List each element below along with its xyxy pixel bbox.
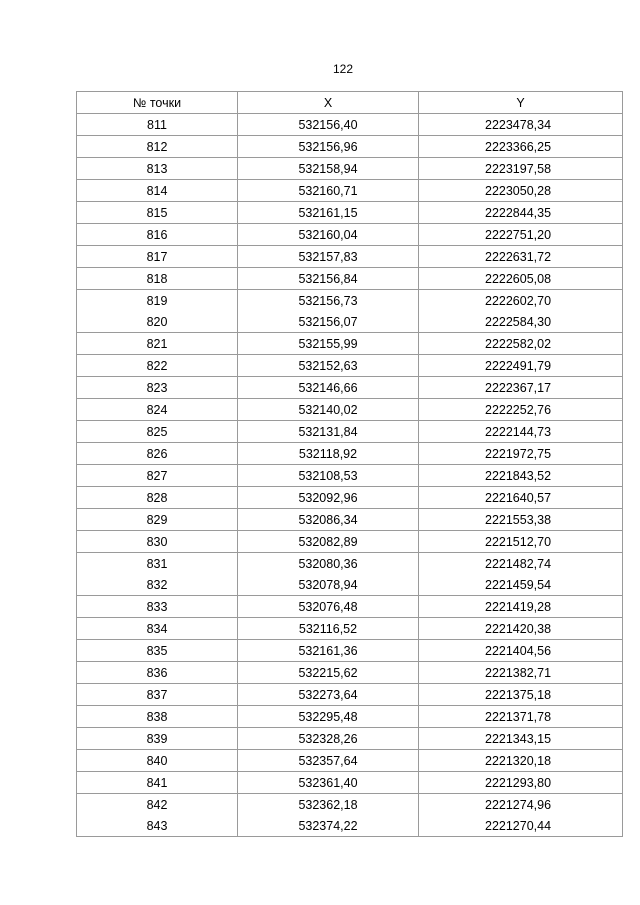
x-coordinate-cell: 532328,26 — [238, 728, 419, 750]
x-coordinate-cell: 532080,36 — [238, 553, 419, 575]
y-coordinate-cell: 2223478,34 — [419, 114, 623, 136]
table-row — [77, 136, 623, 158]
table-row — [77, 531, 623, 553]
x-coordinate-cell: 532160,71 — [238, 180, 419, 202]
table-row — [77, 509, 623, 531]
point-number-cell: 816 — [77, 224, 238, 246]
coordinates-table — [76, 91, 623, 837]
y-coordinate-cell: 2221270,44 — [419, 815, 623, 837]
column-header-x: X — [238, 92, 419, 114]
point-number-cell: 813 — [77, 158, 238, 180]
x-coordinate-cell: 532140,02 — [238, 399, 419, 421]
table-row — [77, 355, 623, 377]
table-header-row — [77, 92, 623, 114]
table-row — [77, 333, 623, 355]
table-row — [77, 465, 623, 487]
table-row — [77, 728, 623, 750]
y-coordinate-cell: 2223050,28 — [419, 180, 623, 202]
x-coordinate-cell: 532157,83 — [238, 246, 419, 268]
point-number-cell: 842 — [77, 794, 238, 816]
point-number-cell: 821 — [77, 333, 238, 355]
x-coordinate-cell: 532357,64 — [238, 750, 419, 772]
y-coordinate-cell: 2221420,38 — [419, 618, 623, 640]
y-coordinate-cell: 2222491,79 — [419, 355, 623, 377]
point-number-cell: 830 — [77, 531, 238, 553]
x-coordinate-cell: 532086,34 — [238, 509, 419, 531]
x-coordinate-cell: 532273,64 — [238, 684, 419, 706]
point-number-cell: 818 — [77, 268, 238, 290]
x-coordinate-cell: 532160,04 — [238, 224, 419, 246]
point-number-cell: 837 — [77, 684, 238, 706]
y-coordinate-cell: 2221419,28 — [419, 596, 623, 618]
y-coordinate-cell: 2222367,17 — [419, 377, 623, 399]
x-coordinate-cell: 532118,92 — [238, 443, 419, 465]
y-coordinate-cell: 2221972,75 — [419, 443, 623, 465]
column-header-y: Y — [419, 92, 623, 114]
y-coordinate-cell: 2221375,18 — [419, 684, 623, 706]
y-coordinate-cell: 2221371,78 — [419, 706, 623, 728]
y-coordinate-cell: 2221293,80 — [419, 772, 623, 794]
table-row — [77, 311, 623, 333]
point-number-cell: 812 — [77, 136, 238, 158]
point-number-cell: 825 — [77, 421, 238, 443]
x-coordinate-cell: 532092,96 — [238, 487, 419, 509]
x-coordinate-cell: 532374,22 — [238, 815, 419, 837]
page-number: 122 — [332, 62, 354, 76]
point-number-cell: 814 — [77, 180, 238, 202]
point-number-cell: 826 — [77, 443, 238, 465]
table-row — [77, 596, 623, 618]
point-number-cell: 822 — [77, 355, 238, 377]
table-row — [77, 772, 623, 794]
column-header-point-number: № точки — [77, 92, 238, 114]
y-coordinate-cell: 2221553,38 — [419, 509, 623, 531]
y-coordinate-cell: 2222844,35 — [419, 202, 623, 224]
point-number-cell: 815 — [77, 202, 238, 224]
x-coordinate-cell: 532156,96 — [238, 136, 419, 158]
point-number-cell: 839 — [77, 728, 238, 750]
x-coordinate-cell: 532082,89 — [238, 531, 419, 553]
x-coordinate-cell: 532156,40 — [238, 114, 419, 136]
table-row — [77, 574, 623, 596]
y-coordinate-cell: 2222631,72 — [419, 246, 623, 268]
table-row — [77, 377, 623, 399]
y-coordinate-cell: 2222582,02 — [419, 333, 623, 355]
point-number-cell: 833 — [77, 596, 238, 618]
x-coordinate-cell: 532116,52 — [238, 618, 419, 640]
x-coordinate-cell: 532078,94 — [238, 574, 419, 596]
table-row — [77, 421, 623, 443]
point-number-cell: 828 — [77, 487, 238, 509]
table-row — [77, 114, 623, 136]
point-number-cell: 843 — [77, 815, 238, 837]
x-coordinate-cell: 532361,40 — [238, 772, 419, 794]
point-number-cell: 817 — [77, 246, 238, 268]
table-row — [77, 290, 623, 312]
table-row — [77, 750, 623, 772]
y-coordinate-cell: 2222144,73 — [419, 421, 623, 443]
table-row — [77, 399, 623, 421]
point-number-cell: 841 — [77, 772, 238, 794]
point-number-cell: 823 — [77, 377, 238, 399]
table-row — [77, 158, 623, 180]
table-row — [77, 706, 623, 728]
point-number-cell: 829 — [77, 509, 238, 531]
table-row — [77, 618, 623, 640]
x-coordinate-cell: 532076,48 — [238, 596, 419, 618]
point-number-cell: 820 — [77, 311, 238, 333]
x-coordinate-cell: 532295,48 — [238, 706, 419, 728]
point-number-cell: 824 — [77, 399, 238, 421]
table-row — [77, 180, 623, 202]
y-coordinate-cell: 2223366,25 — [419, 136, 623, 158]
table-row — [77, 202, 623, 224]
x-coordinate-cell: 532152,63 — [238, 355, 419, 377]
x-coordinate-cell: 532161,15 — [238, 202, 419, 224]
table-row — [77, 246, 623, 268]
x-coordinate-cell: 532362,18 — [238, 794, 419, 816]
x-coordinate-cell: 532146,66 — [238, 377, 419, 399]
point-number-cell: 840 — [77, 750, 238, 772]
table-row — [77, 224, 623, 246]
point-number-cell: 827 — [77, 465, 238, 487]
table-row — [77, 815, 623, 837]
table-row — [77, 268, 623, 290]
y-coordinate-cell: 2221843,52 — [419, 465, 623, 487]
point-number-cell: 831 — [77, 553, 238, 575]
table-row — [77, 640, 623, 662]
table-body — [77, 114, 623, 837]
y-coordinate-cell: 2221320,18 — [419, 750, 623, 772]
y-coordinate-cell: 2221404,56 — [419, 640, 623, 662]
table-row — [77, 443, 623, 465]
y-coordinate-cell: 2221382,71 — [419, 662, 623, 684]
y-coordinate-cell: 2222605,08 — [419, 268, 623, 290]
point-number-cell: 836 — [77, 662, 238, 684]
y-coordinate-cell: 2221482,74 — [419, 553, 623, 575]
table-row — [77, 684, 623, 706]
x-coordinate-cell: 532158,94 — [238, 158, 419, 180]
table-row — [77, 794, 623, 816]
x-coordinate-cell: 532156,07 — [238, 311, 419, 333]
point-number-cell: 811 — [77, 114, 238, 136]
y-coordinate-cell: 2221459,54 — [419, 574, 623, 596]
point-number-cell: 832 — [77, 574, 238, 596]
y-coordinate-cell: 2223197,58 — [419, 158, 623, 180]
table-row — [77, 662, 623, 684]
y-coordinate-cell: 2222602,70 — [419, 290, 623, 312]
y-coordinate-cell: 2221640,57 — [419, 487, 623, 509]
x-coordinate-cell: 532155,99 — [238, 333, 419, 355]
table-row — [77, 487, 623, 509]
y-coordinate-cell: 2222252,76 — [419, 399, 623, 421]
point-number-cell: 819 — [77, 290, 238, 312]
point-number-cell: 834 — [77, 618, 238, 640]
y-coordinate-cell: 2221343,15 — [419, 728, 623, 750]
y-coordinate-cell: 2221512,70 — [419, 531, 623, 553]
y-coordinate-cell: 2222584,30 — [419, 311, 623, 333]
x-coordinate-cell: 532131,84 — [238, 421, 419, 443]
point-number-cell: 838 — [77, 706, 238, 728]
point-number-cell: 835 — [77, 640, 238, 662]
y-coordinate-cell: 2221274,96 — [419, 794, 623, 816]
y-coordinate-cell: 2222751,20 — [419, 224, 623, 246]
x-coordinate-cell: 532161,36 — [238, 640, 419, 662]
table-row — [77, 553, 623, 575]
x-coordinate-cell: 532108,53 — [238, 465, 419, 487]
x-coordinate-cell: 532156,84 — [238, 268, 419, 290]
x-coordinate-cell: 532215,62 — [238, 662, 419, 684]
x-coordinate-cell: 532156,73 — [238, 290, 419, 312]
